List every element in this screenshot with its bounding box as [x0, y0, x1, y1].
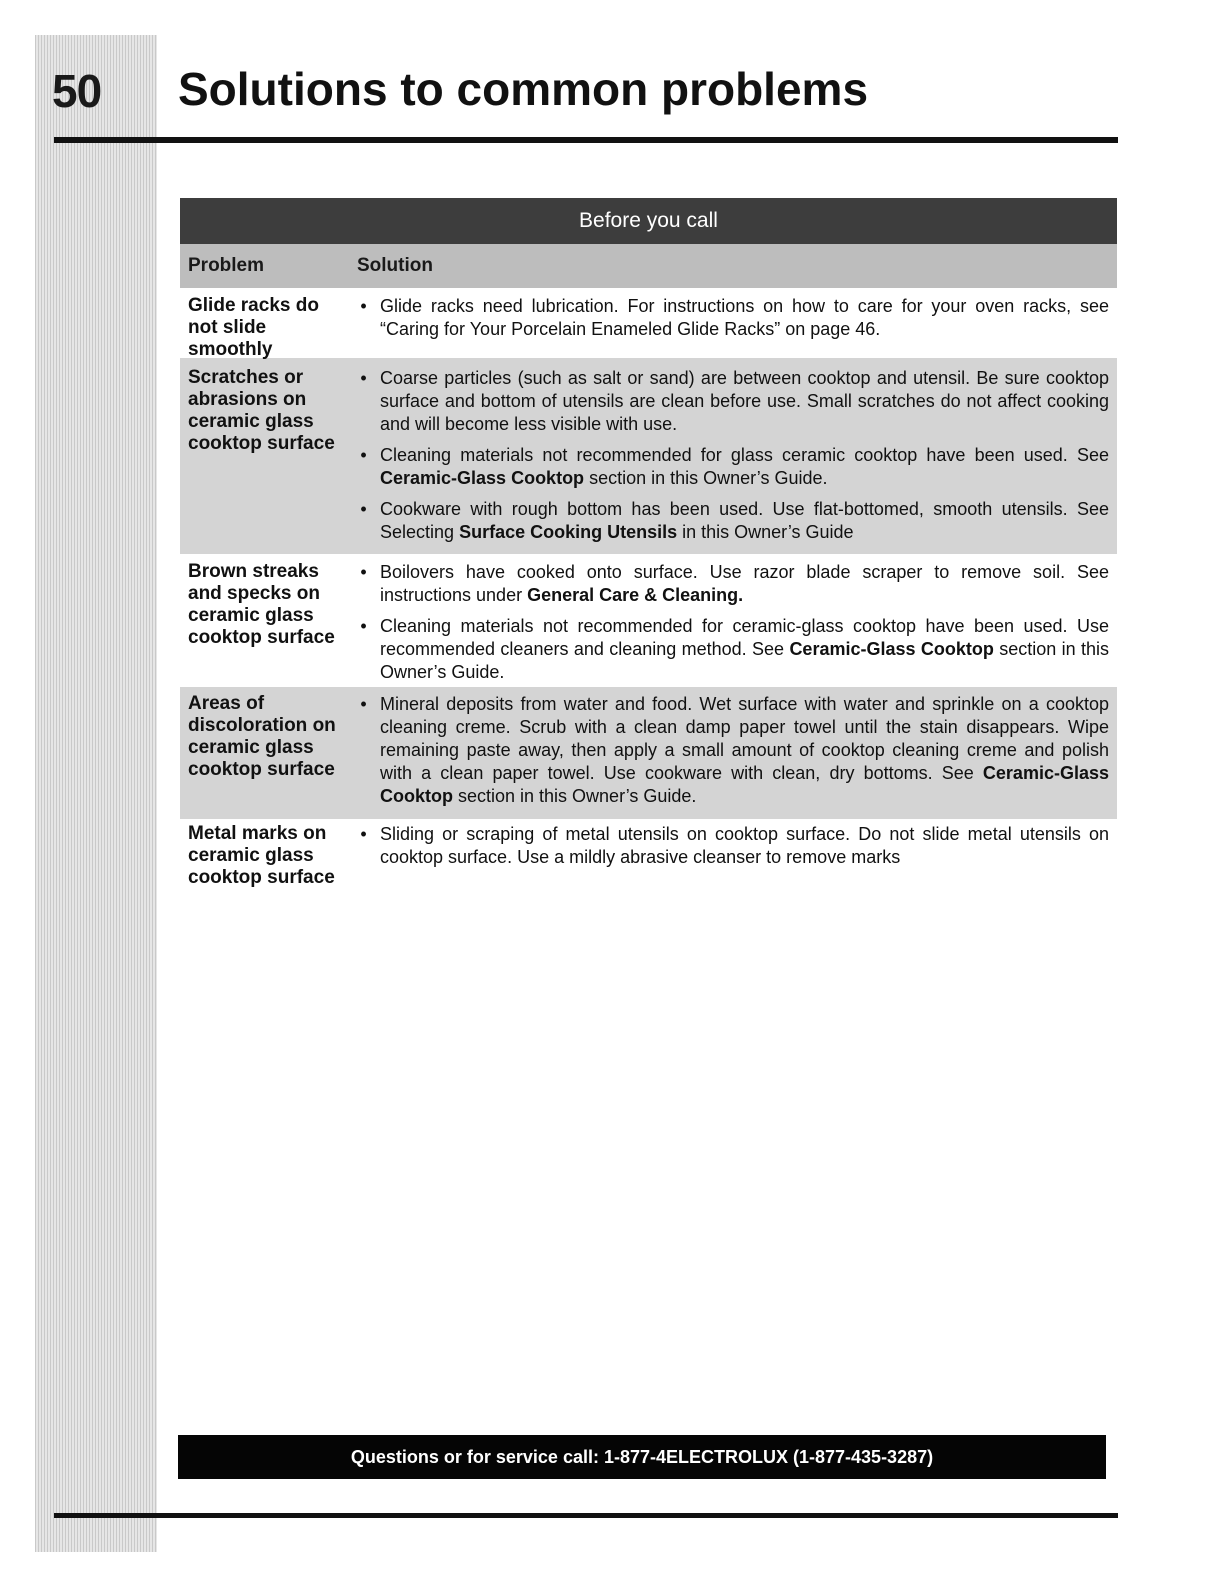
solution-text: Mineral deposits from water and food. Wet surface with water and sprinkle on a cooktop cleaning creme. Scrub with a clean damp paper towel until the stain disappears. Wipe remaining paste away, then apply a small amount of cooktop cleaning creme and polish with a clean paper towel. Use cookware with clean, dry bottoms. See — [380, 694, 1109, 783]
title-rule — [54, 137, 1118, 143]
solution-cell — [347, 823, 1117, 893]
solution-text: section in this Owner’s Guide. — [380, 639, 1110, 682]
table-row — [180, 687, 1117, 819]
troubleshooting-table — [180, 198, 1117, 893]
column-header-problem: Problem — [188, 255, 265, 276]
column-header-solution: Solution — [357, 255, 433, 276]
solution-bullet — [347, 295, 1109, 341]
problem-cell: Metal marks on ceramic glass cooktop surface — [188, 823, 335, 888]
solution-text: Coarse particles (such as salt or sand) are between cooktop and utensil. Be sure cooktop surface and bottom of utensils are clean before use. Small scratches do not affect cooking and will become less visible with use. — [380, 368, 1109, 434]
side-band — [35, 35, 157, 1552]
solution-text: in this Owner’s Guide — [677, 522, 854, 542]
table-row — [180, 554, 1117, 687]
problem-cell: Scratches or abrasions on ceramic glass cooktop surface — [188, 367, 335, 454]
table-row — [180, 358, 1117, 554]
bullet-icon: • — [360, 824, 367, 844]
table-header — [180, 244, 1117, 288]
problem-cell: Areas of discoloration on ceramic glass cooktop surface — [188, 693, 336, 780]
bullet-icon: • — [360, 445, 367, 465]
solution-cell — [347, 367, 1117, 554]
table-row — [180, 819, 1117, 893]
solution-text: Boilovers have cooked onto surface. Use razor blade scraper to remove soil. See instructions under — [380, 562, 1109, 605]
section-reference: Ceramic-Glass Cooktop — [789, 639, 994, 659]
page-title: Solutions to common problems — [178, 63, 869, 115]
bullet-icon: • — [360, 694, 367, 714]
table-row — [180, 288, 1117, 358]
bullet-icon: • — [360, 562, 367, 582]
section-reference: Ceramic-Glass Cooktop — [380, 468, 585, 488]
solution-bullet — [347, 561, 1109, 607]
solution-text: Cleaning materials not recommended for glass ceramic cooktop have been used. See — [380, 445, 1109, 465]
solution-bullet — [347, 615, 1109, 684]
bullet-icon: • — [360, 296, 367, 316]
section-reference: Surface Cooking Utensils — [459, 522, 678, 542]
page-number: 50 — [52, 65, 102, 117]
solution-text: Cleaning materials not recommended for ceramic-glass cooktop have been used. Use recommended cleaners and cleaning method. See — [380, 616, 1109, 659]
bullet-icon: • — [360, 616, 367, 636]
section-reference: Ceramic-Glass Cooktop — [380, 763, 1109, 806]
bullet-icon: • — [360, 368, 367, 388]
solution-bullet — [347, 444, 1109, 490]
bullet-icon: • — [360, 499, 367, 519]
service-call-footer: Questions or for service call: 1-877-4ELECTROLUX (1-877-435-3287) — [178, 1435, 1106, 1479]
section-reference: General Care & Cleaning. — [527, 585, 744, 605]
solution-bullet — [347, 367, 1109, 436]
bottom-rule — [54, 1513, 1118, 1518]
problem-cell: Brown streaks and specks on ceramic glass cooktop surface — [188, 561, 335, 648]
solution-cell — [347, 693, 1117, 819]
solution-text: Glide racks need lubrication. For instructions on how to care for your oven racks, see “Caring for Your Porcelain Enameled Glide Racks” on page 46. — [380, 296, 1109, 339]
solution-text: Cookware with rough bottom has been used. Use flat-bottomed, smooth utensils. See Selecting — [380, 499, 1109, 542]
solution-bullet — [347, 823, 1109, 869]
solution-text: section in this Owner’s Guide. — [452, 786, 697, 806]
solution-cell — [347, 295, 1117, 358]
table-banner: Before you call — [180, 198, 1117, 244]
solution-cell — [347, 561, 1117, 687]
solution-text: section in this Owner’s Guide. — [584, 468, 828, 488]
solution-bullet — [347, 693, 1109, 808]
solution-text: Sliding or scraping of metal utensils on cooktop surface. Do not slide metal utensils on cooktop surface. Use a mildly abrasive cleanser to remove marks — [380, 824, 1109, 867]
solution-bullet — [347, 498, 1109, 544]
problem-cell: Glide racks do not slide smoothly — [188, 295, 319, 360]
